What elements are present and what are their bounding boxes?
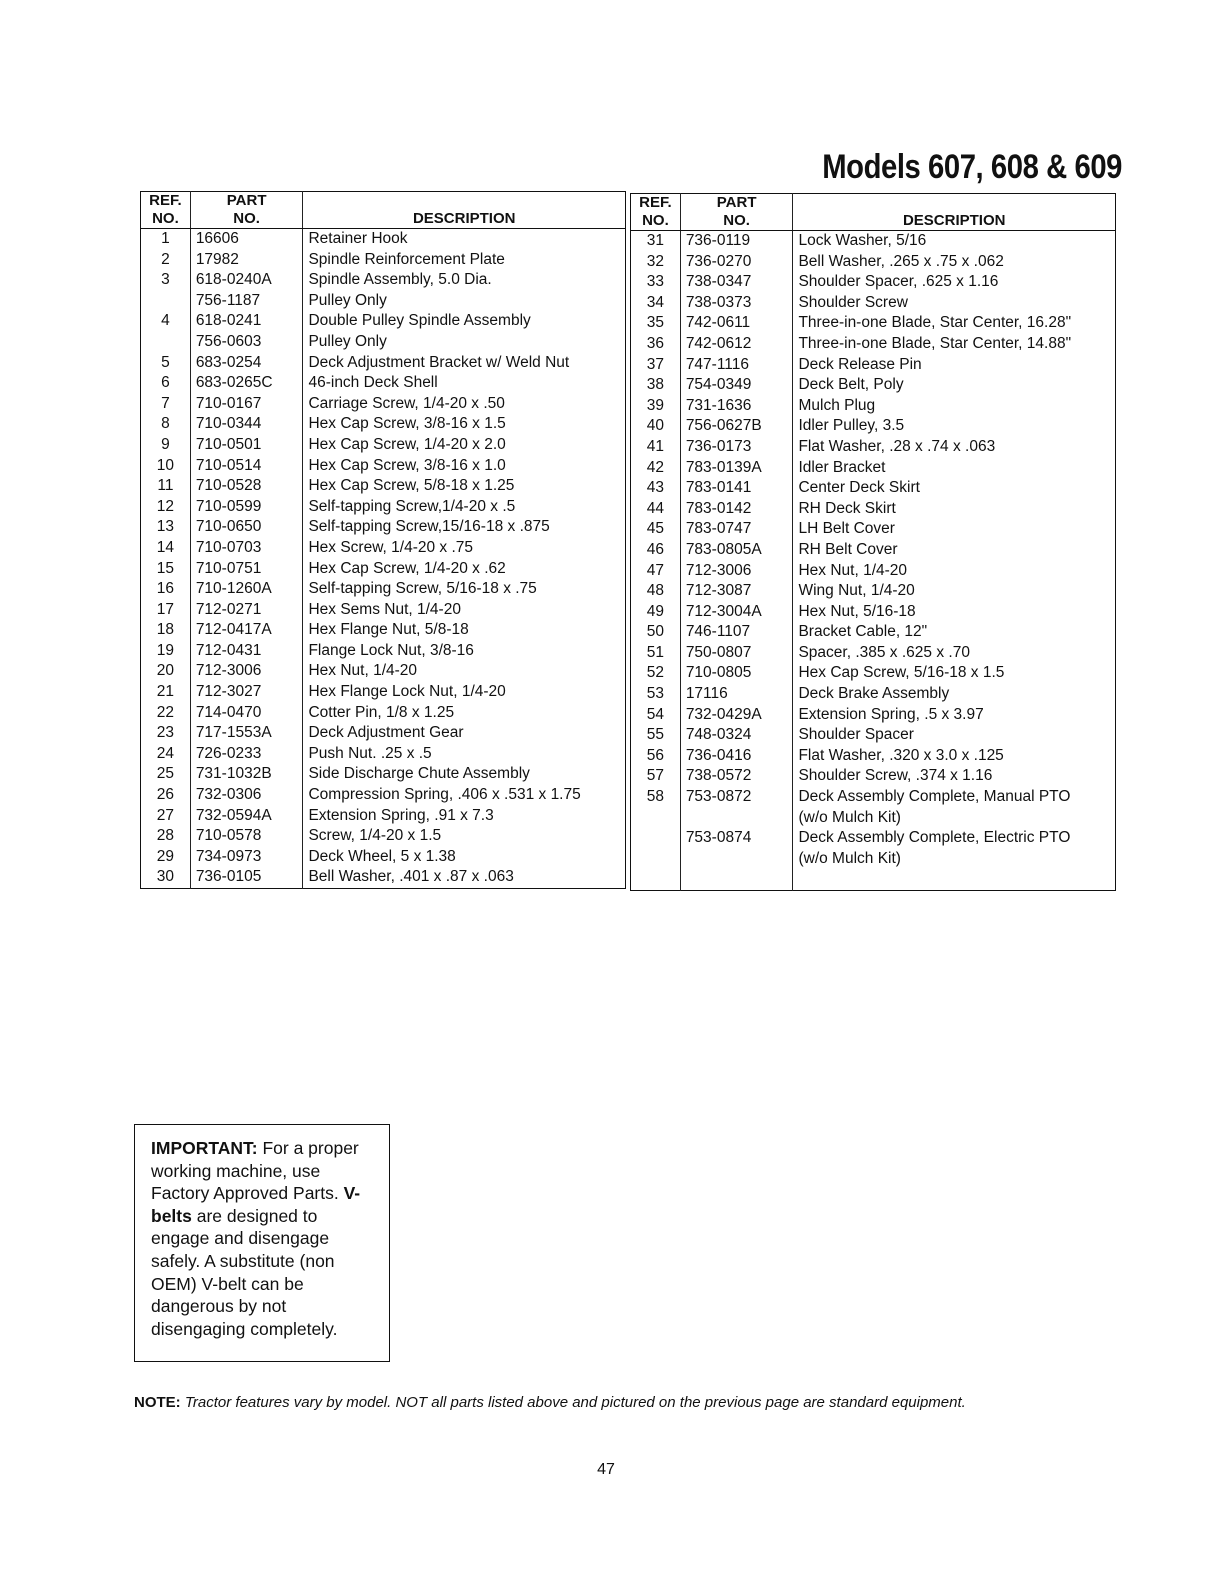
ref-no-cell: 49 — [646, 602, 665, 620]
table-row — [141, 785, 626, 806]
part-no-cell: 712-0431 — [190, 641, 303, 662]
ref-no-cell: 50 — [646, 623, 665, 641]
table-row — [631, 869, 1116, 890]
ref-no-cell: 40 — [646, 417, 665, 435]
table-row — [141, 456, 626, 477]
description-cell: Shoulder Screw — [793, 293, 1116, 314]
table-row — [141, 538, 626, 559]
ref-no-cell: 56 — [646, 746, 665, 764]
part-no-cell: 710-0501 — [190, 435, 303, 456]
table-row — [141, 414, 626, 435]
table-row — [631, 437, 1116, 458]
ref-no-cell: 8 — [161, 415, 170, 433]
description-cell: Hex Cap Screw, 3/8-16 x 1.0 — [303, 456, 626, 477]
ref-no-cell: 18 — [156, 621, 175, 639]
description-cell: Push Nut. .25 x .5 — [303, 744, 626, 765]
ref-no-cell: 48 — [646, 582, 665, 600]
page-title: Models 607, 608 & 609 — [822, 148, 1122, 186]
description-cell: Deck Assembly Complete, Electric PTO — [793, 828, 1116, 849]
part-no-cell: 783-0747 — [680, 519, 793, 540]
table-row — [631, 787, 1116, 808]
table-row — [141, 476, 626, 497]
ref-no-cell — [631, 869, 681, 890]
description-cell: Extension Spring, .91 x 7.3 — [303, 806, 626, 827]
description-cell: Shoulder Spacer — [793, 725, 1116, 746]
ref-no-cell: 57 — [646, 767, 665, 785]
ref-header-line2: NO. — [152, 210, 179, 227]
description-cell: Spindle Reinforcement Plate — [303, 250, 626, 271]
table-row — [141, 229, 626, 250]
part-no-cell: 738-0347 — [680, 272, 793, 293]
part-no-cell: 683-0254 — [190, 353, 303, 374]
note-text: Tractor features vary by model. NOT all parts listed above and pictured on the previous page are standard equipment. — [180, 1394, 966, 1411]
part-header-line1: PART — [226, 192, 267, 209]
table-row — [631, 272, 1116, 293]
description-cell: Pulley Only — [303, 291, 626, 312]
part-no-cell: 746-1107 — [680, 622, 793, 643]
description-cell: Three-in-one Blade, Star Center, 16.28" — [793, 313, 1116, 334]
ref-no-cell: 4 — [161, 312, 170, 330]
description-cell: Center Deck Skirt — [793, 478, 1116, 499]
part-no-cell: 754-0349 — [680, 375, 793, 396]
ref-no-cell: 36 — [646, 334, 665, 352]
ref-no-cell: 58 — [646, 788, 665, 806]
part-no-cell: 736-0270 — [680, 252, 793, 273]
part-no-cell: 738-0572 — [680, 766, 793, 787]
table-row — [631, 540, 1116, 561]
description-cell: (w/o Mulch Kit) — [793, 808, 1116, 829]
table-row — [631, 334, 1116, 355]
part-no-cell: 736-0173 — [680, 437, 793, 458]
table-row — [141, 847, 626, 868]
part-no-cell: 732-0306 — [190, 785, 303, 806]
description-cell: Spacer, .385 x .625 x .70 — [793, 643, 1116, 664]
description-cell: Hex Cap Screw, 1/4-20 x 2.0 — [303, 435, 626, 456]
ref-no-cell: 22 — [156, 703, 175, 721]
table-row — [631, 725, 1116, 746]
ref-header-line1: REF. — [149, 192, 182, 209]
table-row — [631, 808, 1116, 829]
table-row — [141, 353, 626, 374]
table-row — [141, 641, 626, 662]
description-cell: Retainer Hook — [303, 229, 626, 250]
ref-no-cell: 2 — [161, 250, 170, 268]
description-header — [793, 194, 1116, 231]
description-cell: Hex Cap Screw, 5/16-18 x 1.5 — [793, 663, 1116, 684]
table-row — [631, 684, 1116, 705]
table-row — [141, 867, 626, 888]
description-cell: Extension Spring, .5 x 3.97 — [793, 705, 1116, 726]
part-no-cell: 753-0874 — [680, 828, 793, 849]
ref-no-cell: 38 — [646, 376, 665, 394]
description-cell: Deck Adjustment Gear — [303, 723, 626, 744]
part-no-cell: 726-0233 — [190, 744, 303, 765]
vbelts-label: V-belts — [151, 1183, 361, 1226]
ref-no-header — [141, 192, 191, 229]
description-cell: Idler Pulley, 3.5 — [793, 416, 1116, 437]
part-no-cell: 732-0594A — [190, 806, 303, 827]
description-cell: Hex Nut, 1/4-20 — [793, 561, 1116, 582]
ref-no-cell: 16 — [156, 580, 175, 598]
table-row — [631, 705, 1116, 726]
part-no-cell — [680, 849, 793, 870]
description-cell: Shoulder Screw, .374 x 1.16 — [793, 766, 1116, 787]
part-no-cell: 732-0429A — [680, 705, 793, 726]
part-no-cell: 710-1260A — [190, 579, 303, 600]
description-cell: Bell Washer, .265 x .75 x .062 — [793, 252, 1116, 273]
ref-no-cell: 5 — [161, 353, 170, 371]
table-row — [141, 682, 626, 703]
parts-table-left — [140, 191, 626, 889]
table-row — [141, 559, 626, 580]
table-row — [631, 602, 1116, 623]
ref-no-cell: 24 — [156, 744, 175, 762]
parts-table-left-body — [141, 229, 626, 889]
description-cell: Double Pulley Spindle Assembly — [303, 311, 626, 332]
description-cell: Hex Flange Nut, 5/8-18 — [303, 620, 626, 641]
ref-no-cell: 53 — [646, 685, 665, 703]
part-no-header — [190, 192, 303, 229]
ref-no-cell: 32 — [646, 252, 665, 270]
table-row — [631, 252, 1116, 273]
table-row — [141, 394, 626, 415]
description-cell: Deck Belt, Poly — [793, 375, 1116, 396]
table-header-row — [631, 194, 1116, 231]
table-row — [631, 499, 1116, 520]
description-header — [303, 192, 626, 229]
description-cell: Bell Washer, .401 x .87 x .063 — [303, 867, 626, 888]
table-row — [631, 663, 1116, 684]
table-row — [141, 291, 626, 312]
description-cell: Mulch Plug — [793, 396, 1116, 417]
ref-no-cell: 19 — [156, 641, 175, 659]
ref-header-line1: REF. — [639, 194, 672, 211]
ref-no-cell: 3 — [161, 271, 170, 289]
part-no-cell: 742-0612 — [680, 334, 793, 355]
parts-table-right — [630, 193, 1116, 891]
table-row — [141, 826, 626, 847]
ref-no-cell — [631, 849, 681, 870]
ref-no-cell: 39 — [646, 396, 665, 414]
part-no-cell: 747-1116 — [680, 355, 793, 376]
description-cell: Compression Spring, .406 x .531 x 1.75 — [303, 785, 626, 806]
table-row — [141, 600, 626, 621]
part-no-cell — [680, 869, 793, 890]
ref-no-cell: 51 — [646, 643, 665, 661]
important-text-1: For a proper working machine, use Factory Approved Parts. — [151, 1138, 359, 1204]
part-no-cell: 710-0650 — [190, 517, 303, 538]
table-row — [631, 396, 1116, 417]
ref-no-cell: 33 — [646, 273, 665, 291]
description-cell: Cotter Pin, 1/8 x 1.25 — [303, 703, 626, 724]
ref-no-cell: 34 — [646, 293, 665, 311]
part-no-cell: 712-3006 — [680, 561, 793, 582]
table-row — [141, 332, 626, 353]
ref-no-cell: 54 — [646, 705, 665, 723]
part-no-cell: 710-0599 — [190, 497, 303, 518]
description-cell: RH Belt Cover — [793, 540, 1116, 561]
table-row — [631, 458, 1116, 479]
note-label: NOTE: — [134, 1394, 181, 1411]
ref-no-cell: 17 — [156, 600, 175, 618]
description-cell: Spindle Assembly, 5.0 Dia. — [303, 270, 626, 291]
description-cell: Hex Nut, 5/16-18 — [793, 602, 1116, 623]
table-row — [631, 416, 1116, 437]
part-header-line1: PART — [716, 194, 757, 211]
table-row — [141, 744, 626, 765]
part-no-cell: 710-0167 — [190, 394, 303, 415]
ref-no-cell: 23 — [156, 724, 175, 742]
part-no-cell: 712-3027 — [190, 682, 303, 703]
ref-no-cell: 31 — [646, 232, 665, 249]
table-row — [141, 620, 626, 641]
part-no-cell: 683-0265C — [190, 373, 303, 394]
ref-no-cell: 28 — [156, 827, 175, 845]
description-cell: Deck Wheel, 5 x 1.38 — [303, 847, 626, 868]
ref-no-cell: 46 — [646, 540, 665, 558]
ref-no-cell: 14 — [156, 538, 175, 556]
ref-no-cell: 1 — [161, 230, 170, 247]
ref-no-cell: 6 — [161, 374, 170, 392]
description-cell: Pulley Only — [303, 332, 626, 353]
table-row — [141, 764, 626, 785]
description-cell: Carriage Screw, 1/4-20 x .50 — [303, 394, 626, 415]
part-no-cell: 710-0703 — [190, 538, 303, 559]
description-cell: Hex Flange Lock Nut, 1/4-20 — [303, 682, 626, 703]
description-cell: Hex Cap Screw, 1/4-20 x .62 — [303, 559, 626, 580]
ref-no-cell: 35 — [646, 314, 665, 332]
part-no-cell: 712-3087 — [680, 581, 793, 602]
table-row — [631, 643, 1116, 664]
description-cell: (w/o Mulch Kit) — [793, 849, 1116, 870]
part-no-cell: 712-0417A — [190, 620, 303, 641]
part-no-cell: 17116 — [680, 684, 793, 705]
table-row — [141, 661, 626, 682]
table-row — [141, 723, 626, 744]
description-cell — [793, 869, 1116, 890]
ref-no-header — [631, 194, 681, 231]
table-row — [141, 250, 626, 271]
description-cell: Deck Brake Assembly — [793, 684, 1116, 705]
table-row — [631, 478, 1116, 499]
part-no-cell: 753-0872 — [680, 787, 793, 808]
description-cell: 46-inch Deck Shell — [303, 373, 626, 394]
description-cell: Deck Adjustment Bracket w/ Weld Nut — [303, 353, 626, 374]
part-no-cell: 618-0240A — [190, 270, 303, 291]
table-header-row — [141, 192, 626, 229]
part-no-cell: 17982 — [190, 250, 303, 271]
ref-no-cell: 10 — [156, 456, 175, 474]
part-no-cell: 736-0105 — [190, 867, 303, 888]
description-cell: Self-tapping Screw,15/16-18 x .875 — [303, 517, 626, 538]
description-cell: Hex Sems Nut, 1/4-20 — [303, 600, 626, 621]
ref-no-cell: 21 — [156, 683, 175, 701]
part-no-cell: 783-0805A — [680, 540, 793, 561]
description-cell: Self-tapping Screw,1/4-20 x .5 — [303, 497, 626, 518]
description-cell: Flat Washer, .28 x .74 x .063 — [793, 437, 1116, 458]
description-cell: Wing Nut, 1/4-20 — [793, 581, 1116, 602]
table-row — [141, 373, 626, 394]
parts-table-right-body — [631, 231, 1116, 891]
description-cell: Deck Assembly Complete, Manual PTO — [793, 787, 1116, 808]
page-number: 47 — [597, 1461, 615, 1478]
part-no-cell — [680, 808, 793, 829]
ref-no-cell: 13 — [156, 518, 175, 536]
part-no-cell: 712-0271 — [190, 600, 303, 621]
description-cell: Flat Washer, .320 x 3.0 x .125 — [793, 746, 1116, 767]
ref-no-cell: 44 — [646, 499, 665, 517]
table-row — [631, 293, 1116, 314]
table-row — [631, 581, 1116, 602]
part-no-cell: 734-0973 — [190, 847, 303, 868]
description-cell: Hex Screw, 1/4-20 x .75 — [303, 538, 626, 559]
table-row — [141, 311, 626, 332]
description-header-label: DESCRIPTION — [412, 210, 516, 227]
part-no-cell: 717-1553A — [190, 723, 303, 744]
part-no-cell: 710-0528 — [190, 476, 303, 497]
ref-no-cell: 47 — [646, 561, 665, 579]
description-cell: Hex Cap Screw, 5/8-18 x 1.25 — [303, 476, 626, 497]
description-cell: Flange Lock Nut, 3/8-16 — [303, 641, 626, 662]
table-row — [141, 270, 626, 291]
ref-no-cell: 45 — [646, 520, 665, 538]
table-row — [141, 517, 626, 538]
table-row — [631, 849, 1116, 870]
ref-no-cell — [141, 291, 191, 312]
part-no-cell: 750-0807 — [680, 643, 793, 664]
part-no-cell: 714-0470 — [190, 703, 303, 724]
part-no-cell: 710-0344 — [190, 414, 303, 435]
ref-no-cell: 26 — [156, 786, 175, 804]
table-row — [141, 579, 626, 600]
part-no-header — [680, 194, 793, 231]
description-cell: Idler Bracket — [793, 458, 1116, 479]
table-row — [631, 231, 1116, 252]
table-row — [141, 497, 626, 518]
part-no-cell: 736-0416 — [680, 746, 793, 767]
important-text-2: are designed to engage and disengage safely. A substitute (non OEM) V-belt can be dangerous by not disengaging completely. — [151, 1205, 338, 1339]
part-no-cell: 783-0142 — [680, 499, 793, 520]
description-cell: Shoulder Spacer, .625 x 1.16 — [793, 272, 1116, 293]
table-row — [631, 375, 1116, 396]
part-no-cell: 16606 — [190, 229, 303, 250]
description-cell: Bracket Cable, 12" — [793, 622, 1116, 643]
table-row — [141, 806, 626, 827]
note-footnote — [134, 1394, 1094, 1411]
part-no-cell: 712-3004A — [680, 602, 793, 623]
ref-no-cell: 25 — [156, 765, 175, 783]
table-row — [141, 435, 626, 456]
ref-header-line2: NO. — [642, 212, 669, 229]
part-no-cell: 710-0751 — [190, 559, 303, 580]
ref-no-cell: 52 — [646, 664, 665, 682]
part-no-cell: 710-0578 — [190, 826, 303, 847]
part-no-cell: 756-0627B — [680, 416, 793, 437]
description-cell: Deck Release Pin — [793, 355, 1116, 376]
part-no-cell: 736-0119 — [680, 231, 793, 252]
ref-no-cell: 11 — [157, 477, 174, 495]
description-header-label: DESCRIPTION — [902, 212, 1006, 229]
important-label: IMPORTANT: — [151, 1138, 258, 1158]
description-cell: Hex Nut, 1/4-20 — [303, 661, 626, 682]
description-cell: Lock Washer, 5/16 — [793, 231, 1116, 252]
ref-no-cell — [141, 332, 191, 353]
part-no-cell: 783-0141 — [680, 478, 793, 499]
table-row — [141, 703, 626, 724]
part-no-cell: 738-0373 — [680, 293, 793, 314]
ref-no-cell: 37 — [646, 355, 665, 373]
part-no-cell: 731-1032B — [190, 764, 303, 785]
table-row — [631, 561, 1116, 582]
part-no-cell: 618-0241 — [190, 311, 303, 332]
part-no-cell: 712-3006 — [190, 661, 303, 682]
part-no-cell: 756-1187 — [190, 291, 303, 312]
ref-no-cell — [631, 828, 681, 849]
table-row — [631, 746, 1116, 767]
description-cell: Side Discharge Chute Assembly — [303, 764, 626, 785]
part-no-cell: 731-1636 — [680, 396, 793, 417]
part-no-cell: 756-0603 — [190, 332, 303, 353]
ref-no-cell: 43 — [646, 479, 665, 497]
important-notice-box — [134, 1124, 390, 1362]
ref-no-cell: 30 — [156, 868, 175, 886]
part-header-line2: NO. — [233, 210, 260, 227]
table-row — [631, 766, 1116, 787]
description-cell: Screw, 1/4-20 x 1.5 — [303, 826, 626, 847]
description-cell: Self-tapping Screw, 5/16-18 x .75 — [303, 579, 626, 600]
part-no-cell: 710-0514 — [190, 456, 303, 477]
ref-no-cell: 7 — [161, 394, 170, 412]
part-header-line2: NO. — [723, 212, 750, 229]
table-row — [631, 313, 1116, 334]
description-cell: Hex Cap Screw, 3/8-16 x 1.5 — [303, 414, 626, 435]
description-cell: LH Belt Cover — [793, 519, 1116, 540]
ref-no-cell: 20 — [156, 662, 175, 680]
ref-no-cell: 27 — [156, 806, 175, 824]
ref-no-cell: 15 — [156, 559, 175, 577]
table-row — [631, 622, 1116, 643]
table-row — [631, 355, 1116, 376]
part-no-cell: 783-0139A — [680, 458, 793, 479]
ref-no-cell: 42 — [646, 458, 665, 476]
description-cell: RH Deck Skirt — [793, 499, 1116, 520]
ref-no-cell — [631, 808, 681, 829]
ref-no-cell: 12 — [156, 497, 175, 515]
table-row — [631, 828, 1116, 849]
part-no-cell: 710-0805 — [680, 663, 793, 684]
ref-no-cell: 29 — [156, 847, 175, 865]
description-cell: Three-in-one Blade, Star Center, 14.88" — [793, 334, 1116, 355]
table-row — [631, 519, 1116, 540]
part-no-cell: 748-0324 — [680, 725, 793, 746]
ref-no-cell: 9 — [161, 435, 170, 453]
ref-no-cell: 41 — [646, 437, 665, 455]
ref-no-cell: 55 — [646, 726, 665, 744]
part-no-cell: 742-0611 — [680, 313, 793, 334]
